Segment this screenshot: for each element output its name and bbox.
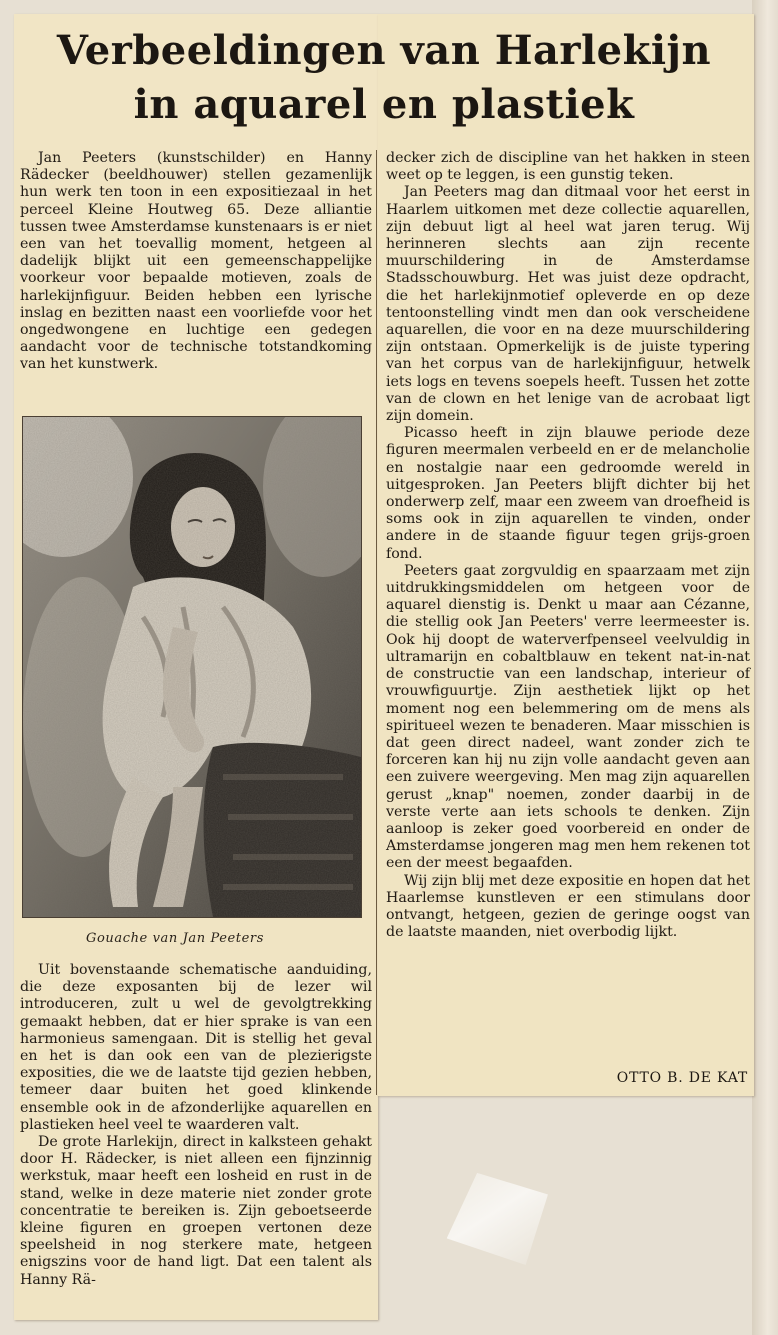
paragraph: Peeters gaat zorgvuldig en spaarzaam met zijn uitdrukkingsmiddelen om hetgeen voor de aquarel dienstig is. Denkt u maar aan Cézanne, die stellig ook Jan Peeters' verre leermeester is. Ook hij doopt de waterverfpenseel veelvuldig in ultramarijn en cobaltblauw en tekent nat-in-nat de constructie van een landschap, interieur of vrouwfiguurtje. Zijn aesthetiek lijkt op het moment nog een belemmering om de mens als spiritueel wezen te benaderen. Maar misschien is dat geen direct nadeel, want zonder zich te forceren kan hij nu zijn volle aandacht geven aan een zuivere weergeving. Men mag zijn aquarellen gerust „knap" noemen, zonder daarbij in de verste verte aan iets schools te denken. Zijn aanloop is zeker goed voorbereid en onder de Amsterdamse jongeren mag men hem rekenen tot een der meest begaafden. bbox=[386, 562, 750, 872]
paragraph: Wij zijn blij met deze expositie en hopen dat het Haarlemse kunstleven er een stimulans door ontvangt, hetgeen, gezien de geringe oogst van de laatste maanden, niet overbodig lijkt. bbox=[386, 872, 750, 941]
gouache-illustration bbox=[22, 416, 362, 918]
paragraph: Jan Peeters (kunstschilder) en Hanny Rädecker (beeldhouwer) stellen gezamenlijk hun werk ten toon in een expositiezaal in het perceel Kleine Houtweg 65. Deze alliantie tussen twee Amsterdamse kunstenaars is er niet een van het toevallig moment, hetgeen al dadelijk blijkt uit een gemeenschappelijke voorkeur voor bepaalde motieven, zoals de harlekijnfiguur. Beiden hebben een lyrische inslag en bezitten naast een voorliefde voor het ongedwongene en luchtige een gedegen aandacht voor de technische totstandkoming van het kunstwerk. bbox=[20, 150, 372, 373]
gouache-image bbox=[23, 417, 361, 917]
album-page-edge bbox=[752, 0, 778, 1335]
paragraph: De grote Harlekijn, direct in kalksteen gehakt door H. Rädecker, is niet alleen een fijnzinnig werkstuk, maar heeft een losheid en rust in de stand, welke in deze materie niet zonder grote concentratie te bereiken is. Zijn geboetseerde kleine figuren en groepen vertonen deze speelsheid in nog sterkere mate, hetgeen enigszins voor de hand ligt. Dat een talent als Hanny Rä- bbox=[20, 1134, 372, 1288]
headline-line-1: Verbeeldingen van Harlekijn bbox=[56, 27, 712, 74]
photo-corner-mount bbox=[445, 1170, 550, 1267]
paragraph: Picasso heeft in zijn blauwe periode deze figuren meermalen verbeeld en er de melancholie en nostalgie naar een gedroomde wereld in uitgesproken. Jan Peeters blijft dichter bij het onderwerp zelf, maar een zweem van droefheid is soms ook in zijn aquarellen te vinden, onder andere in de staande figuur tegen grijs-groen fond. bbox=[386, 425, 750, 562]
column-divider bbox=[376, 150, 377, 1095]
right-column-body bbox=[386, 150, 750, 941]
paragraph: decker zich de discipline van het hakken in steen weet op te leggen, is een gunstig teken. bbox=[386, 150, 750, 184]
image-caption: Gouache van Jan Peeters bbox=[85, 931, 265, 946]
author-byline: OTTO B. DE KAT bbox=[616, 1070, 748, 1086]
left-column-body bbox=[20, 962, 372, 1289]
article-headline bbox=[20, 24, 748, 132]
paragraph: Jan Peeters mag dan ditmaal voor het eerst in Haarlem uitkomen met deze collectie aquarellen, zijn debuut ligt al heel wat jaren terug. Wij herinneren slechts aan zijn recente muurschildering in de Amsterdamse Stadsschouwburg. Het was juist deze opdracht, die het harlekijnmotief opleverde en op deze tentoonstelling vindt men dan ook verscheidene aquarellen, die voor en na deze muurschildering zijn ontstaan. Opmerkelijk is de juiste typering van het corpus van de harlekijnfiguur, hetwelk iets logs en tevens soepels heeft. Tussen het zotte van de clown en het lenige van de acrobaat ligt zijn domein. bbox=[386, 184, 750, 425]
headline-line-2: in aquarel en plastiek bbox=[133, 81, 635, 128]
left-column-intro bbox=[20, 150, 372, 374]
paragraph: Uit bovenstaande schematische aanduiding, die deze exposanten bij de lezer wil introduceren, zult u wel de gevolgtrekking gemaakt hebben, dat er hier sprake is van een harmonieus samengaan. Dit is stellig het geval en het is dan ook een van de plezierigste exposities, die we de laatste tijd gezien hebben, temeer daar buiten het goed klinkende ensemble ook in de afzonderlijke aquarellen en plastieken heel veel te waarderen valt. bbox=[20, 962, 372, 1133]
